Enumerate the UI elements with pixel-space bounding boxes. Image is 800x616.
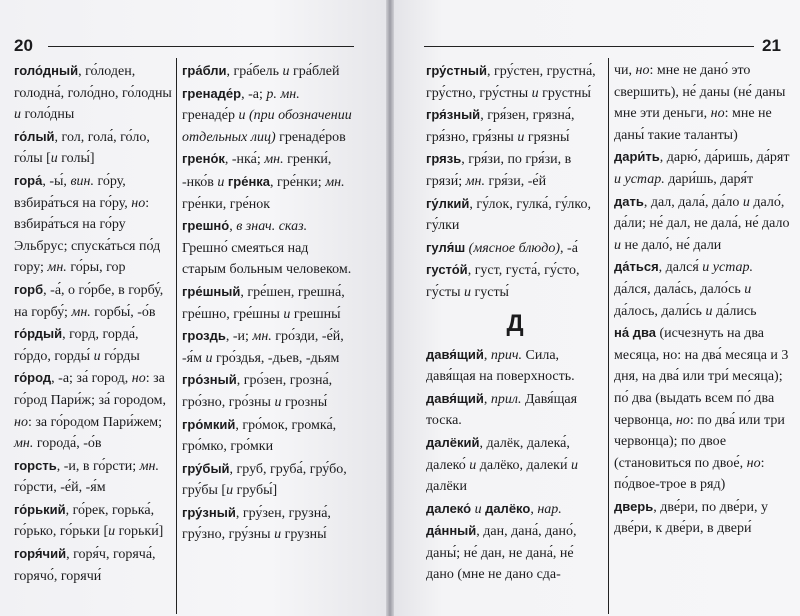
dictionary-entry: го́рький, го́рек, горька́, го́рько, го́рьки [и горьки́] xyxy=(14,501,164,540)
dictionary-entry: го́рдый, горд, горда́, го́рдо, горды́ и го́рды xyxy=(14,326,140,364)
left-column-2 xyxy=(182,60,354,546)
left-column-divider xyxy=(176,58,177,614)
dictionary-entry: го́род, -а; за́ город, но: за го́род Пари́ж; за́ городом, но: за го́родом Пари́жем; мн. города́, -о́в xyxy=(14,370,166,452)
dictionary-entry: гро́зный, гро́зен, грозна́, гро́зно, гро́зны и грозны́ xyxy=(182,372,333,410)
dictionary-entry: гро́мкий, гро́мок, громка́, гро́мко, гро́мки xyxy=(182,416,337,455)
right-column-1-bottom xyxy=(426,344,604,587)
dictionary-entry: густо́й, густ, густа́, гу́сто, гу́сты и густы́ xyxy=(426,262,580,300)
dictionary-entry: гренаде́р, -а; р. мн. гренаде́р и (при обозначении отдельных лиц) гренаде́ров xyxy=(182,85,352,145)
dictionary-entry: далеко́ и далёко, нар. xyxy=(426,500,562,517)
dictionary-entry: да́ться, дался́ и устар. да́лся, дала́сь, дало́сь и да́лось, дали́сь и да́лись xyxy=(614,259,757,319)
dictionary-entry: да́нный, дан, дана́, дано́, даны́; не́ дан, не дана́, не́ дано (мне не дано сда- xyxy=(426,523,577,583)
dictionary-entry: гре́шный, гре́шен, грешна́, гре́шно, гре́шны и грешны́ xyxy=(182,283,345,322)
dictionary-entry: дверь, две́ри, по две́ри, у две́ри, к две́ри, в двери́ xyxy=(614,498,768,537)
dictionary-entry: гру́бый, груб, груба́, гру́бо, гру́бы [и грубы́] xyxy=(182,460,347,499)
right-header-rule xyxy=(424,46,754,47)
dictionary-entry: гуля́ш (мясное блюдо), -а́ xyxy=(426,239,578,256)
left-page-header xyxy=(0,36,386,56)
dictionary-entry: гра́бли, гра́бель и гра́блей xyxy=(182,63,340,79)
letter-heading: Д xyxy=(506,309,524,337)
dictionary-entry: грязь, гря́зи, по гря́зи, в грязи́; мн. гря́зи, -е́й xyxy=(426,151,572,189)
dictionary-entry: горб, -а́, о го́рбе, в горбу́, на горбу́; мн. горбы́, -о́в xyxy=(14,281,164,320)
dictionary-entry: давя́щий, прил. Давя́щая тоска. xyxy=(426,390,578,429)
right-column-2 xyxy=(614,60,790,540)
dictionary-entry: голо́дный, го́лоден, голодна́, голо́дно, го́лодны и голо́дны xyxy=(14,63,172,123)
dictionary-entry: дать, дал, дала́, да́ло и дало́, да́ли; не́ дал, не дала́, не́ дало и не дало́, не́ дали xyxy=(614,193,790,253)
left-page xyxy=(0,0,386,616)
dictionary-entry: го́лый, гол, гола́, го́ло, го́лы [и голы́] xyxy=(14,128,150,167)
left-column-1 xyxy=(14,60,174,587)
dictionary-entry: горя́чий, горя́ч, горяча́, горячо́, горячи́ xyxy=(14,546,156,584)
dictionary-entry: давя́щий, прич. Сила, давя́щая на поверхность. xyxy=(426,346,575,385)
dictionary-entry: гроздь, -и; мн. гро́зди, -е́й, -я́м и гро́здья, -дьев, -дьям xyxy=(182,328,344,366)
right-column-divider xyxy=(608,58,609,614)
book-gutter xyxy=(386,0,394,616)
dictionary-entry: чи, но: мне не дано́ это свершить), не́ даны (не́ даны мне эти деньги, но: мне не даны́ такие таланты) xyxy=(614,63,786,143)
dictionary-entry: гру́зный, гру́зен, грузна́, гру́зно, гру́зны и грузны́ xyxy=(182,504,331,543)
right-page-number: 21 xyxy=(762,36,781,55)
dictionary-entry: дари́ть, дарю́, да́ришь, да́рят и устар. дари́шь, даря́т xyxy=(614,149,790,187)
right-column-1-top xyxy=(426,60,604,304)
left-page-number: 20 xyxy=(14,36,33,55)
left-header-rule xyxy=(48,46,354,47)
dictionary-entry: грено́к, -нка́; мн. гренки́, -нко́в и гре́нка, гре́нки; мн. гре́нки, гре́нок xyxy=(182,151,345,212)
right-column-1 xyxy=(426,60,604,586)
dictionary-entry: гу́лкий, гу́лок, гулка́, гу́лко, гу́лки xyxy=(426,195,591,234)
dictionary-entry: грешно́, в знач. сказ. Грешно́ смеяться над старым больным человеком. xyxy=(182,218,352,278)
dictionary-entry: далёкий, далёк, далека́, далеко́ и далёко, далеки́ и далёки xyxy=(426,434,578,495)
dictionary-entry: гора́, -ы́, вин. го́ру, взбира́ться на го́ру, но: взбира́ться на го́ру Эльбрус; спуска́ться по́д гору; мн. го́ры, гор xyxy=(14,172,161,276)
dictionary-entry: гру́стный, гру́стен, грустна́, гру́стно, гру́стны и грустны́ xyxy=(426,63,596,101)
dictionary-entry: гря́зный, гря́зен, грязна́, гря́зно, гря́зны и грязны́ xyxy=(426,107,575,145)
right-page-header xyxy=(394,36,800,56)
dictionary-entry: на́ два (исчезнуть на два месяца, но: на два́ месяца и 3 дня, на два́ или три́ месяца); по́ два (выдать всем по́ два червонца, но: по два́ или три червонца); по двое (становиться по двое́, но: по́двое-трое в ряд) xyxy=(614,325,789,493)
right-page xyxy=(394,0,800,616)
dictionary-entry: горсть, -и, в го́рсти; мн. го́рсти, -е́й, -я́м xyxy=(14,457,159,496)
